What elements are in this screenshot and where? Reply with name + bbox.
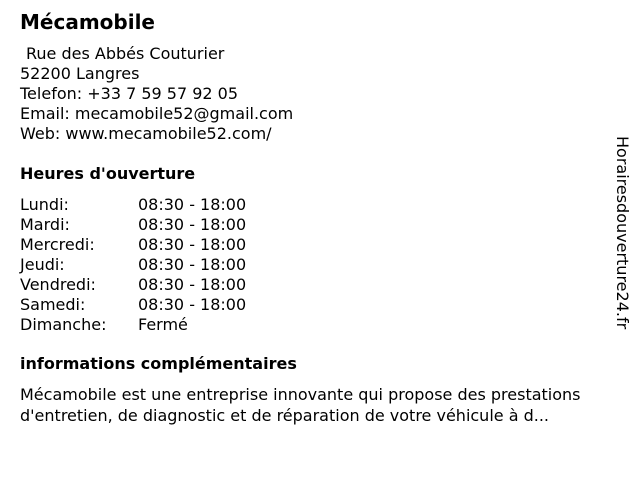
time-range: 08:30 - 18:00: [138, 215, 247, 234]
hours-row-sunday: [20, 315, 280, 335]
street-address: Rue des Abbés Couturier: [26, 44, 225, 63]
day-label: Lundi:: [20, 195, 69, 214]
city-postcode: 52200 Langres: [20, 64, 140, 83]
additional-info-heading: informations complémentaires: [20, 354, 297, 373]
hours-row-friday: [20, 275, 280, 295]
business-name: Mécamobile: [20, 10, 155, 34]
hours-row-monday: [20, 195, 280, 215]
email-address: Email: mecamobile52@gmail.com: [20, 104, 294, 123]
hours-row-saturday: [20, 295, 280, 315]
time-range: 08:30 - 18:00: [138, 195, 247, 214]
business-description: Mécamobile est une entreprise innovante qui propose des prestations d'entretien, de diagnostic et de réparation de votre véhicule à d...: [20, 385, 581, 425]
opening-hours-heading: Heures d'ouverture: [20, 164, 196, 183]
day-label: Dimanche:: [20, 315, 107, 334]
day-label: Vendredi:: [20, 275, 96, 294]
time-range: 08:30 - 18:00: [138, 275, 247, 294]
website-url: Web: www.mecamobile52.com/: [20, 124, 272, 143]
time-range: Fermé: [138, 315, 188, 334]
day-label: Mercredi:: [20, 235, 95, 254]
time-range: 08:30 - 18:00: [138, 235, 247, 254]
hours-row-tuesday: [20, 215, 280, 235]
day-label: Jeudi:: [20, 255, 65, 274]
day-label: Samedi:: [20, 295, 86, 314]
day-label: Mardi:: [20, 215, 70, 234]
contact-block: [20, 44, 293, 144]
hours-row-wednesday: [20, 235, 280, 255]
time-range: 08:30 - 18:00: [138, 255, 247, 274]
watermark: [612, 136, 632, 344]
time-range: 08:30 - 18:00: [138, 295, 247, 314]
opening-hours-table: [20, 195, 280, 335]
phone-number: Telefon: +33 7 59 57 92 05: [20, 84, 239, 103]
watermark-text: Horairesdouverture24.fr: [613, 136, 632, 330]
hours-row-thursday: [20, 255, 280, 275]
